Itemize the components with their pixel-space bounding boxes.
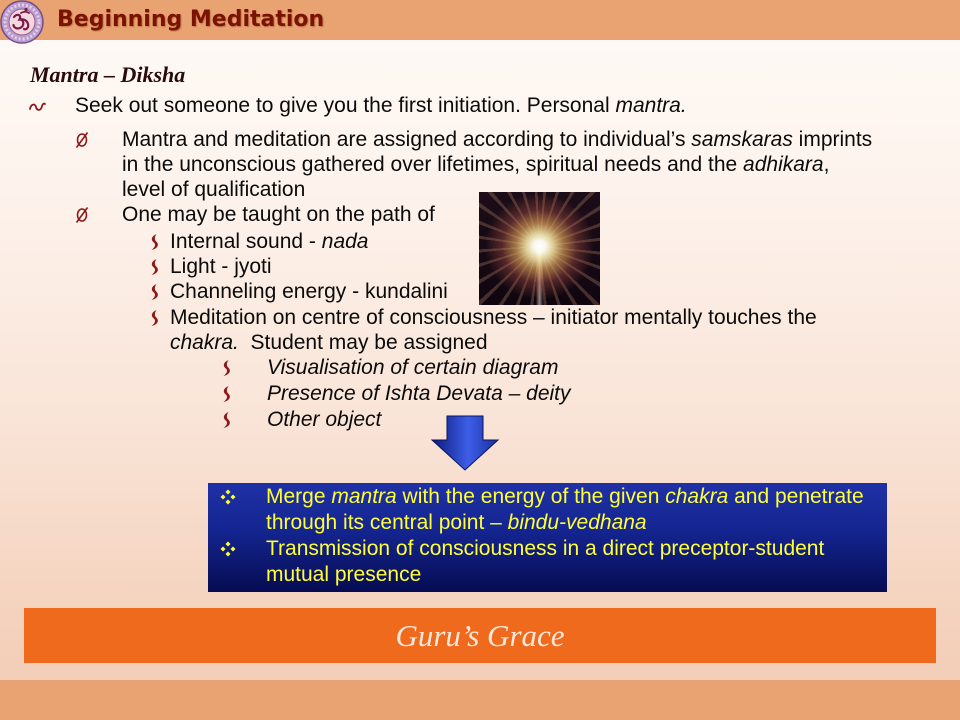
item-text: Visualisation of certain diagram	[267, 356, 559, 379]
callout-item	[266, 536, 824, 588]
list-item	[170, 305, 817, 355]
arrow-bullet-icon	[75, 206, 89, 224]
list-item	[267, 355, 558, 380]
drop-bullet-icon	[148, 309, 160, 327]
list-item	[170, 279, 448, 304]
callout-text: through its central point –	[266, 511, 508, 534]
callout-text: with the energy of the given	[396, 485, 666, 508]
item-text: in the unconscious gathered over lifetimes, spiritual needs and the	[122, 153, 744, 176]
item-text: level of qualification	[122, 178, 306, 201]
list-item	[170, 254, 272, 279]
item-text: One may be taught on the path of	[122, 203, 435, 226]
list-item	[170, 229, 368, 254]
slide-title: Beginning Meditation	[57, 7, 325, 32]
list-item	[75, 93, 687, 118]
header-bar	[0, 0, 960, 40]
callout-text: Transmission of consciousness in a direct preceptor-student	[266, 537, 825, 560]
diamond-bullet-icon	[220, 489, 236, 505]
callout-text-emphasis: chakra	[665, 485, 729, 508]
item-text: ,	[823, 153, 830, 176]
guru-grace-banner	[24, 608, 936, 663]
item-text: Meditation on centre of consciousness – initiator mentally touches the	[170, 306, 817, 329]
callout-text-emphasis: bindu-vedhana	[507, 511, 647, 534]
item-text-emphasis: mantra.	[615, 94, 687, 117]
item-text-emphasis: chakra.	[170, 331, 239, 354]
callout-text-emphasis: mantra	[331, 485, 397, 508]
item-text: Light - jyoti	[170, 255, 272, 278]
item-text: Channeling energy - kundalini	[170, 280, 448, 303]
list-item	[267, 407, 381, 432]
drop-bullet-icon	[220, 411, 232, 429]
callout-text: and penetrate	[728, 485, 864, 508]
item-text: Other object	[267, 408, 382, 431]
item-text-emphasis: nada	[321, 230, 369, 253]
item-text: Seek out someone to give you the first initiation. Personal	[75, 94, 616, 117]
section-heading: Mantra – Diksha	[30, 62, 186, 87]
list-item	[122, 202, 435, 227]
down-arrow-icon	[430, 414, 500, 474]
arrow-bullet-icon	[75, 131, 89, 149]
item-text-emphasis: adhikara	[743, 153, 824, 176]
list-item	[267, 381, 571, 406]
callout-text: mutual presence	[266, 563, 422, 586]
om-logo-icon	[0, 0, 46, 46]
callout-item	[266, 484, 864, 536]
drop-bullet-icon	[148, 233, 160, 251]
item-text: Student may be assigned	[238, 331, 488, 354]
diamond-bullet-icon	[220, 541, 236, 557]
item-text: Presence of Ishta Devata – deity	[267, 382, 571, 405]
item-text-emphasis: samskaras	[691, 128, 793, 151]
radiant-light-image	[479, 192, 600, 305]
banner-text: Guru’s Grace	[395, 618, 565, 653]
callout-box	[208, 483, 887, 592]
item-text: Internal sound -	[170, 230, 322, 253]
drop-bullet-icon	[220, 385, 232, 403]
item-text: imprints	[792, 128, 873, 151]
drop-bullet-icon	[148, 283, 160, 301]
drop-bullet-icon	[148, 258, 160, 276]
item-text: Mantra and meditation are assigned according to individual’s	[122, 128, 692, 151]
quill-bullet-icon	[29, 99, 46, 113]
list-item	[122, 127, 872, 202]
drop-bullet-icon	[220, 359, 232, 377]
footer-bar	[0, 680, 960, 720]
callout-text: Merge	[266, 485, 332, 508]
